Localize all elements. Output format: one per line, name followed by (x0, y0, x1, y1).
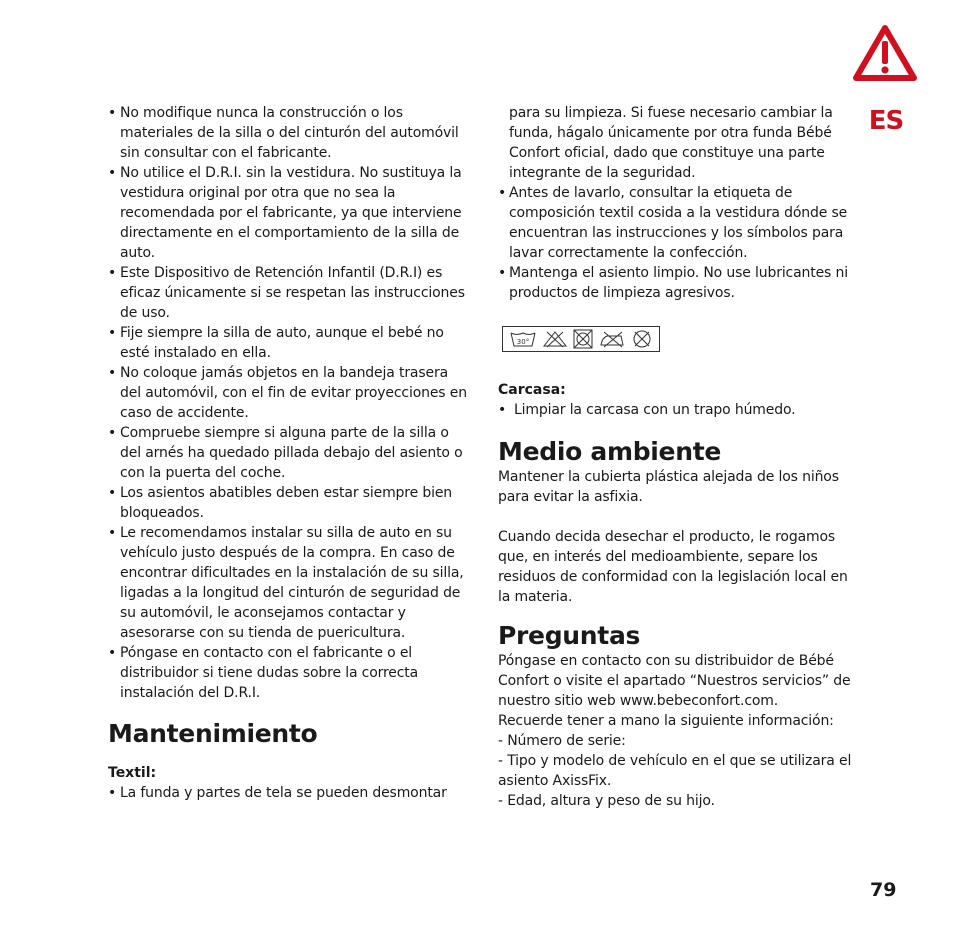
list-item: • Antes de lavarlo, consultar la etiqueta de composición textil cosida a la vestidura dónde se encuentran las instrucciones y los símbolos para lavar correctamente la confección. (498, 183, 858, 263)
no-bleach-icon (542, 330, 568, 348)
questions-heading: Preguntas (498, 621, 641, 650)
questions-line: - Número de serie: (498, 733, 626, 749)
list-item: • Mantenga el asiento limpio. No use lubricantes ni productos de limpieza agresivos. (498, 263, 858, 303)
care-list (498, 103, 858, 303)
list-item: • No modifique nunca la construcción o los materiales de la silla o del cinturón del automóvil sin consultar con el fabricante. (108, 103, 468, 163)
list-item-continuation: para su limpieza. Si fuese necesario cambiar la funda, hágalo únicamente por otra funda Bébé Confort oficial, dado que constituye una parte integrante de la seguridad. (509, 105, 833, 181)
no-iron-icon (598, 330, 626, 348)
questions-line: - Tipo y modelo de vehículo en el que se utilizara el asiento AxissFix. (498, 753, 852, 789)
list-item: • Los asientos abatibles deben estar siempre bien bloqueados. (108, 483, 468, 523)
list-item: • Póngase en contacto con el fabricante o el distribuidor si tiene dudas sobre la correcta instalación del D.R.I. (108, 643, 468, 703)
questions-line: - Edad, altura y peso de su hijo. (498, 793, 715, 809)
warning-badge (852, 24, 918, 136)
list-item: • Limpiar la carcasa con un trapo húmedo. (498, 400, 858, 420)
language-code: ES (868, 106, 904, 136)
list-item: • Este Dispositivo de Retención Infantil (D.R.I) es eficaz únicamente si se respetan las instrucciones de uso. (108, 263, 468, 323)
shell-label: Carcasa: (498, 382, 566, 398)
list-item: • Fije siempre la silla de auto, aunque el bebé no esté instalado en ella. (108, 323, 468, 363)
maintenance-heading: Mantenimiento (108, 719, 318, 748)
safety-list (108, 103, 468, 703)
no-dry-clean-icon (631, 329, 653, 349)
list-item: • Le recomendamos instalar su silla de auto en su vehículo justo después de la compra. En caso de encontrar dificultades en la instalación de su silla, ligadas a la longitud del cinturón de seguridad de su automóvil, le aconsejamos contactar y asesorarse con su tienda de puericultura. (108, 523, 468, 643)
list-item: • No coloque jamás objetos en la bandeja trasera del automóvil, con el fin de evitar proyecciones en caso de accidente. (108, 363, 468, 423)
wash-30-icon (509, 330, 537, 348)
questions-line: Póngase en contacto con su distribuidor de Bébé Confort o visite el apartado “Nuestros servicios” de nuestro sitio web www.bebeconfort.com. (498, 653, 851, 709)
list-item: • No utilice el D.R.I. sin la vestidura. No sustituya la vestidura original por otra que no sea la recomendada por el fabricante, ya que interviene directamente en el comportamiento de la silla de auto. (108, 163, 468, 263)
list-item: • Compruebe siempre si alguna parte de la silla o del arnés ha quedado pillada debajo del asiento o con la puerta del coche. (108, 423, 468, 483)
warning-triangle-icon (852, 24, 918, 84)
environment-heading: Medio ambiente (498, 437, 722, 466)
environment-paragraph: Cuando decida desechar el producto, le rogamos que, en interés del medioambiente, separe los residuos de conformidad con la legislación local en la materia. (498, 529, 848, 605)
textile-label: Textil: (108, 765, 157, 781)
right-column (498, 103, 858, 811)
left-column (108, 103, 468, 803)
care-symbols (502, 326, 660, 352)
environment-paragraph: Mantener la cubierta plástica alejada de los niños para evitar la asfixia. (498, 469, 839, 505)
questions-line: Recuerde tener a mano la siguiente información: (498, 713, 834, 729)
list-item: • La funda y partes de tela se pueden desmontar (108, 783, 468, 803)
shell-list (498, 400, 858, 420)
wash-temp-label: 30° (516, 338, 530, 346)
textile-list (108, 783, 468, 803)
page-number: 79 (870, 879, 897, 901)
no-tumble-dry-icon (572, 329, 594, 349)
